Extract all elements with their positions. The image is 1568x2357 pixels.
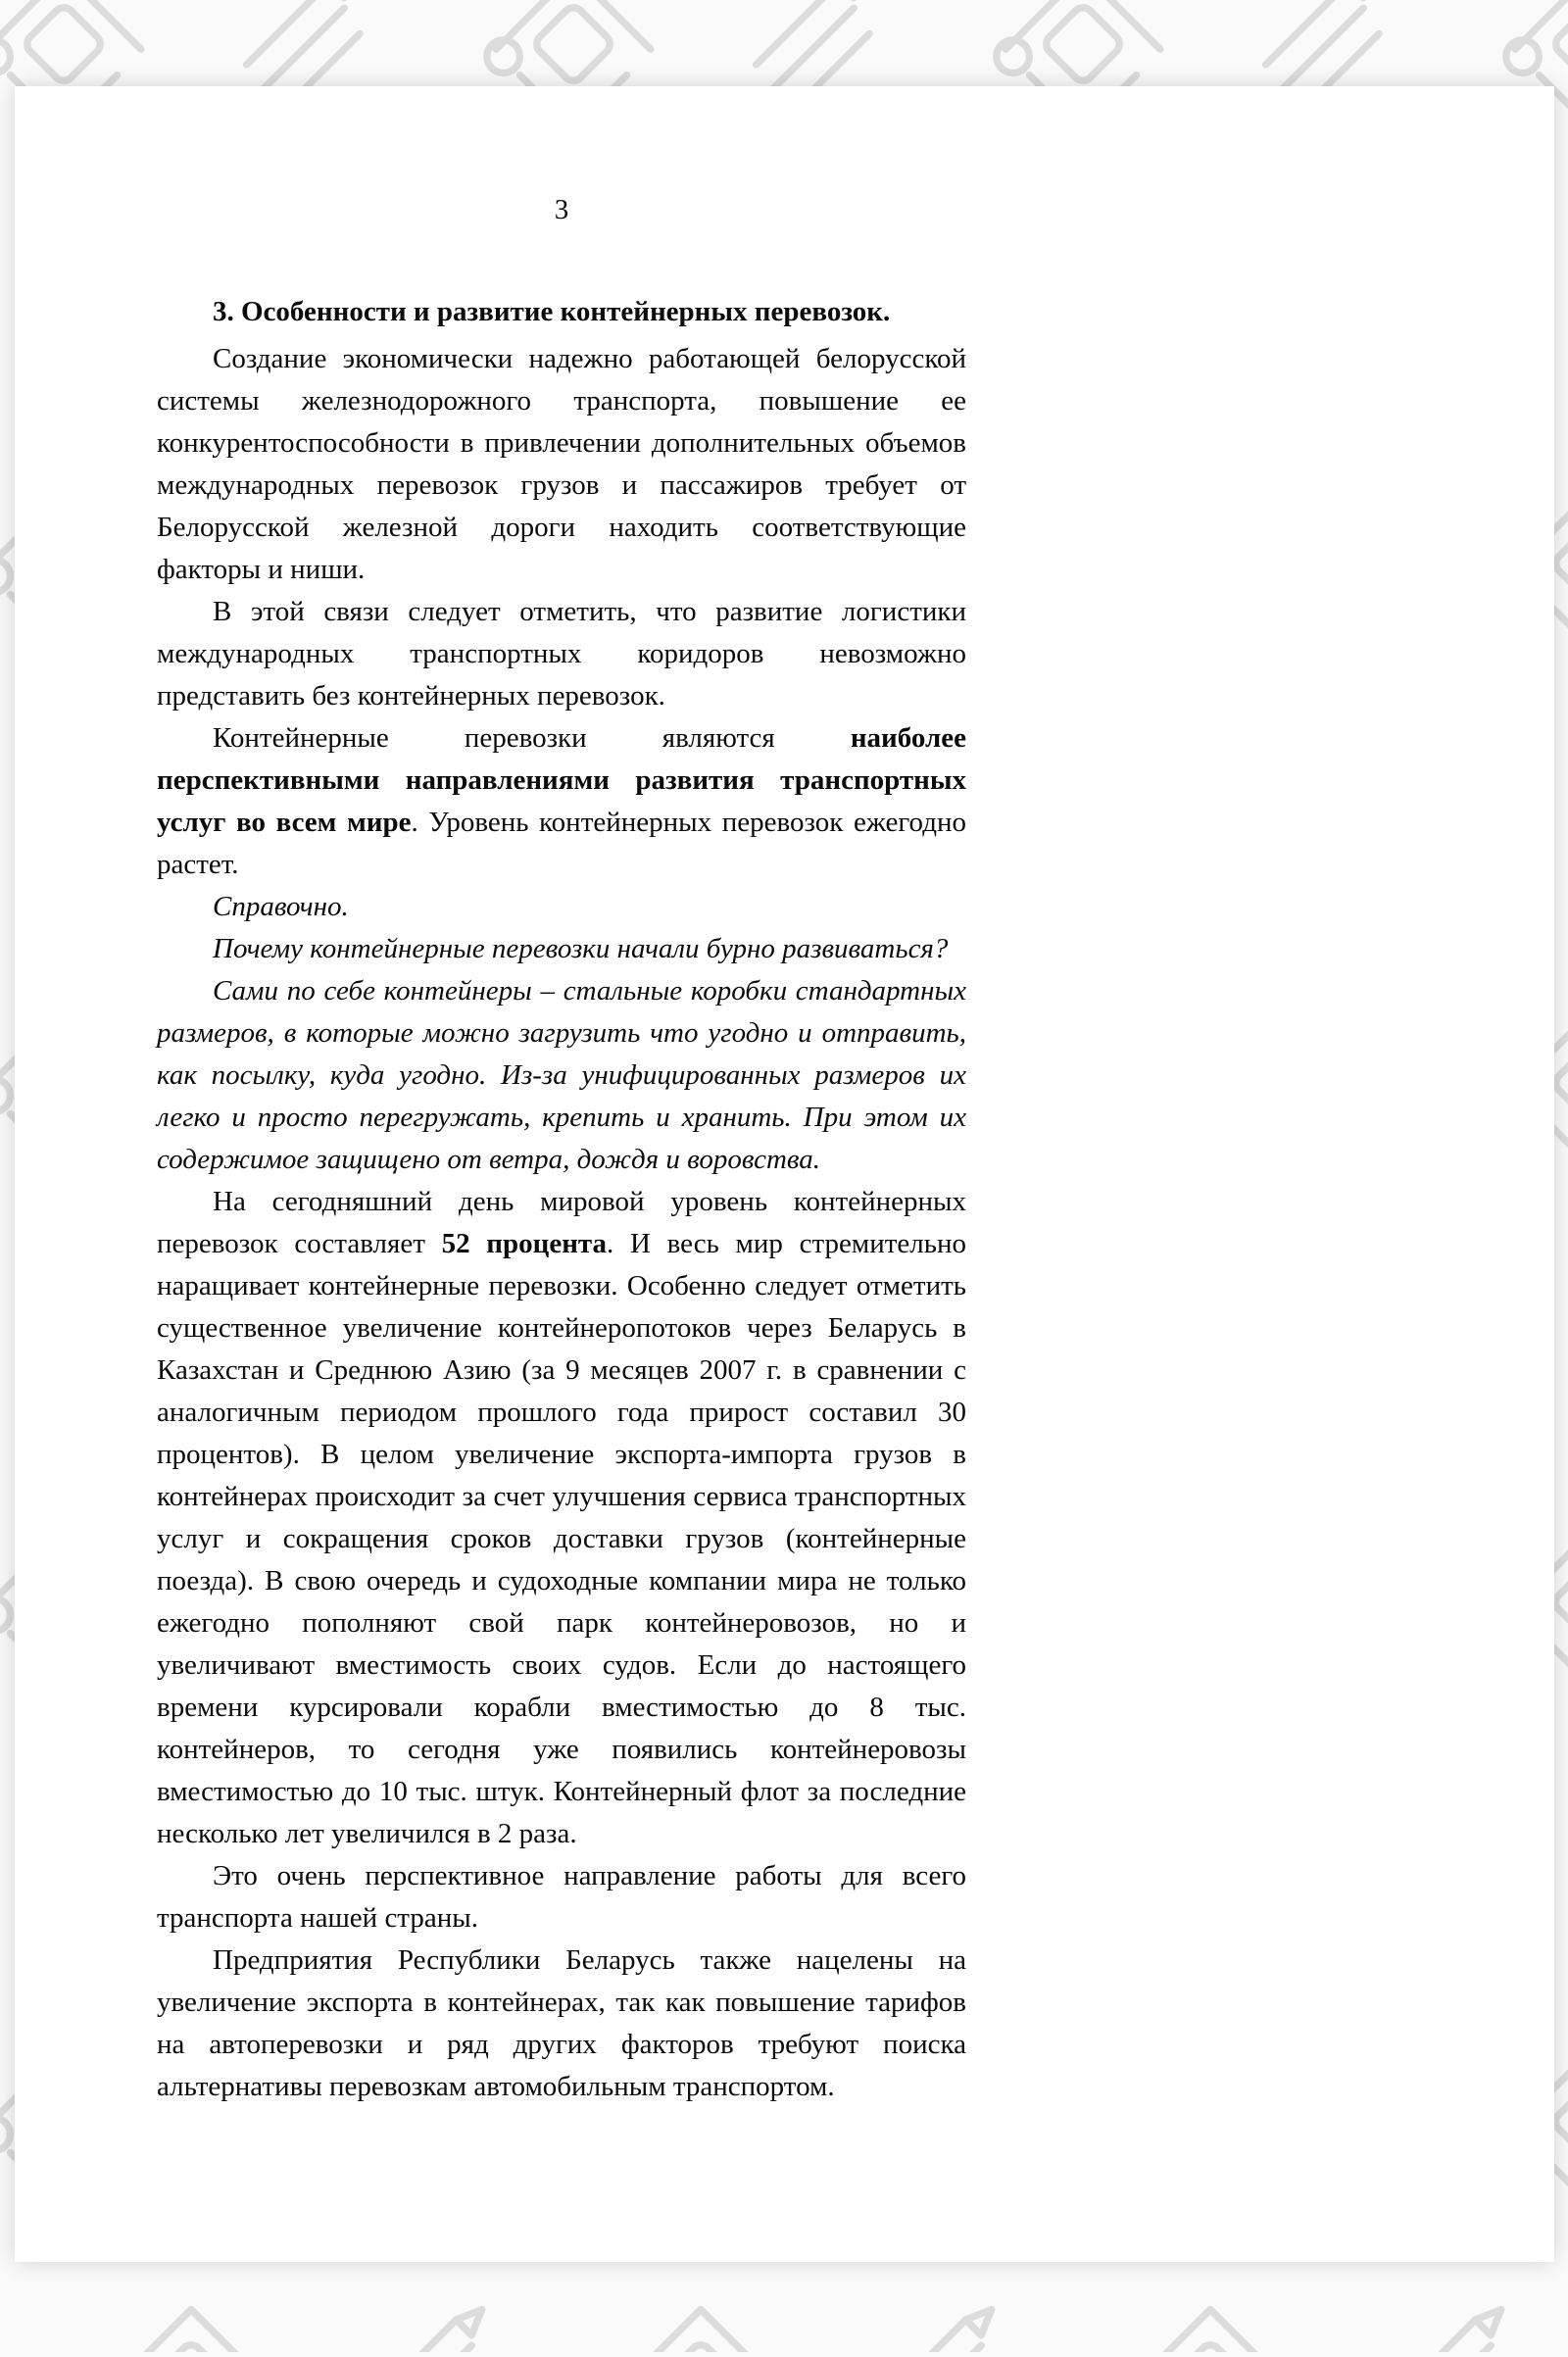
bold-text-segment: 52 процента <box>441 1228 608 1259</box>
text-segment: Почему контейнерные перевозки начали бурно развиваться? <box>213 933 949 964</box>
page-number: 3 <box>554 194 569 225</box>
bold-text-segment: наиболее перспективными направлениями развития транспортных услуг во всем мире <box>157 722 966 838</box>
paragraph <box>157 1855 966 1940</box>
text-segment: Создание экономически надежно работающей белорусской системы железнодорожного транспорта, повышение ее конкурентоспособности в привлечении дополнительных объемов международных перевозок грузов и пассажиров требует от Белорусской железной дороги находить соответствующие факторы и ниши. <box>157 343 966 585</box>
text-segment: Это очень перспективное направление работы для всего транспорта нашей страны. <box>157 1860 966 1934</box>
body-text <box>157 338 966 2108</box>
text-segment: На сегодняшний день мировой уровень контейнерных перевозок составляет <box>157 1186 966 1259</box>
document-page <box>15 86 1554 2262</box>
page-content <box>157 86 966 2108</box>
section-heading: 3. Особенности и развитие контейнерных перевозок. <box>213 296 891 327</box>
text-segment: . И весь мир стремительно наращивает контейнерные перевозки. Особенно следует отметить существенное увеличение контейнеропотоков через Беларусь в Казахстан и Среднюю Азию (за 9 месяцев 2007 г. в сравнении с аналогичным периодом прошлого года прирост составил 30 процентов). В целом увеличение экспорта-импорта грузов в контейнерах происходит за счет улучшения сервиса транспортных услуг и сокращения сроков доставки грузов (контейнерные поезда). В свою очередь и судоходные компании мира не только ежегодно пополняют свой парк контейнеровозов, но и увеличивают вместимость своих судов. Если до настоящего времени курсировали корабли вместимостью до 8 тыс. контейнеров, то сегодня уже появились контейнеровозы вместимостью до 10 тыс. штук. Контейнерный флот за последние несколько лет увеличился в 2 раза. <box>157 1228 967 1849</box>
text-segment: Контейнерные перевозки являются <box>213 722 851 754</box>
paragraph <box>157 338 966 591</box>
text-segment: Сами по себе контейнеры – стальные коробки стандартных размеров, в которые можно загрузить что угодно и отправить, как посылку, куда угодно. Из-за унифицированных размеров их легко и просто перегружать, крепить и хранить. При этом их содержимое защищено от ветра, дождя и воровства. <box>157 975 966 1175</box>
paragraph <box>157 886 966 928</box>
paragraph <box>157 1181 966 1855</box>
text-segment: Предприятия Республики Беларусь также нацелены на увеличение экспорта в контейнерах, так как повышение тарифов на автоперевозки и ряд других факторов требуют поиска альтернативы перевозкам автомобильным транспортом. <box>157 1944 966 2102</box>
text-segment: . Уровень контейнерных перевозок ежегодно растет. <box>157 807 966 880</box>
paragraph <box>157 1940 966 2108</box>
paragraph <box>157 717 966 886</box>
paragraph <box>157 928 966 970</box>
text-segment: Справочно. <box>213 891 349 922</box>
text-segment: В этой связи следует отметить, что развитие логистики международных транспортных коридоров невозможно представить без контейнерных перевозок. <box>157 596 966 712</box>
paragraph <box>157 970 966 1181</box>
paragraph <box>157 591 966 717</box>
